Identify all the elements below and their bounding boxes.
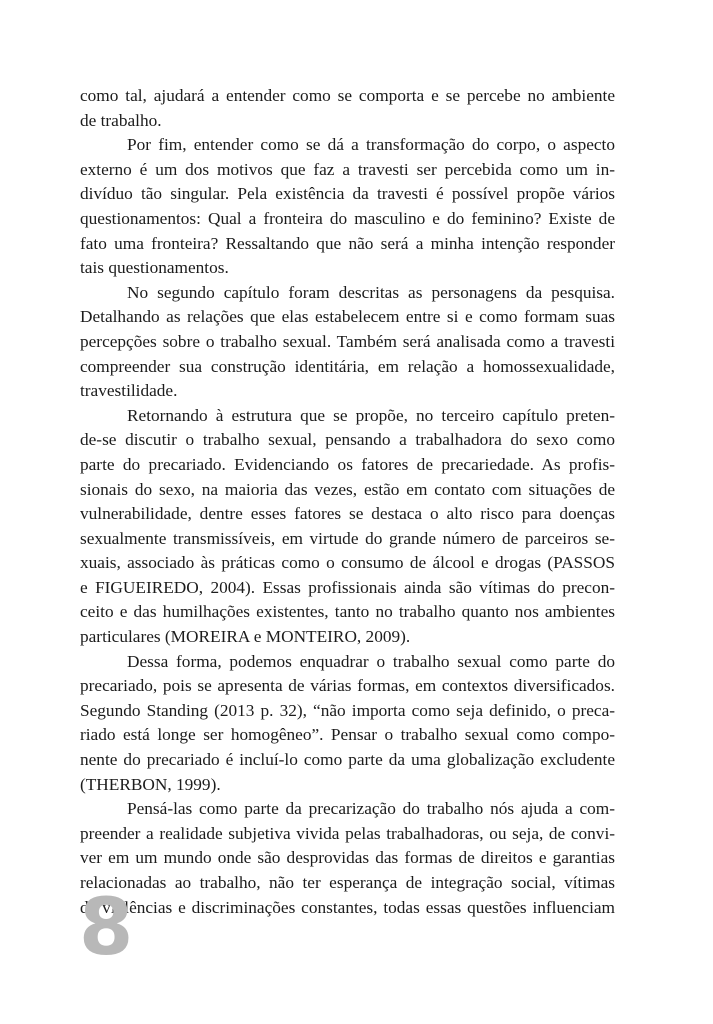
text-line: Dessa forma, podemos enquadrar o trabalho sexual como parte do (127, 651, 615, 671)
text-line: divíduo tão singular. Pela existência da travesti é possível propõe vários (80, 184, 615, 204)
text-line: percepções sobre o trabalho sexual. Também será analisada como a travesti (80, 331, 615, 351)
text-line: fato uma fronteira? Ressaltando que não será a minha intenção responder (80, 233, 615, 253)
text-line: No segundo capítulo foram descritas as personagens da pesquisa. (127, 282, 615, 302)
text-line: precariado, pois se apresenta de várias formas, em contextos diversificados. (80, 676, 615, 696)
text-line: compreender sua construção identitária, em relação a homossexualidade, (80, 356, 615, 376)
text-line: Segundo Standing (2013 p. 32), “não importa como seja definido, o preca- (80, 700, 615, 720)
text-line: nente do precariado é incluí-lo como parte da uma globalização excludente (80, 750, 615, 770)
text-line: sionais do sexo, na maioria das vezes, estão em contato com situações de (80, 479, 615, 499)
text-line: vulnerabilidade, dentre esses fatores se destaca o alto risco para doenças (80, 504, 615, 524)
text-line: Por fim, entender como se dá a transformação do corpo, o aspecto (127, 135, 615, 155)
text-line: tais questionamentos. (80, 258, 229, 278)
text-line: de trabalho. (80, 110, 162, 130)
text-line: (THERBON, 1999). (80, 774, 221, 794)
text-line: relacionadas ao trabalho, não ter esperança de integração social, vítimas (80, 873, 615, 892)
text-line: e FIGUEIREDO, 2004). Essas profissionais ainda são vítimas do precon- (80, 577, 615, 597)
text-line: como tal, ajudará a entender como se comporta e se percebe no ambiente (80, 86, 615, 105)
text-line: ceito e das humilhações existentes, tanto no trabalho quanto nos ambientes (80, 602, 615, 622)
text-line: preender a realidade subjetiva vivida pelas trabalhadoras, ou seja, de convi- (80, 823, 615, 843)
page-number: 8 (79, 883, 134, 973)
text-line: parte do precariado. Evidenciando os fatores de precariedade. As profis- (80, 454, 615, 474)
text-line: de-se discutir o trabalho sexual, pensando a trabalhadora do sexo como (80, 430, 615, 450)
text-line: particulares (MOREIRA e MONTEIRO, 2009). (80, 627, 411, 647)
text-line: ver em um mundo onde são desprovidas das formas de direitos e garantias (80, 848, 615, 868)
text-line: questionamentos: Qual a fronteira do masculino e do feminino? Existe de (80, 208, 615, 228)
text-line: sexualmente transmissíveis, em virtude do grande número de parceiros se- (80, 528, 615, 548)
text-line: de violências e discriminações constantes, todas essas questões influenciam (80, 897, 615, 917)
text-line: externo é um dos motivos que faz a travesti ser percebida como um in- (80, 159, 615, 179)
text-line: Pensá-las como parte da precarização do trabalho nós ajuda a com- (127, 799, 615, 819)
text-line: riado está longe ser homogêneo”. Pensar o trabalho sexual como compo- (80, 725, 615, 745)
body-text (80, 84, 615, 920)
text-line: Detalhando as relações que elas estabelecem entre si e como formam suas (80, 307, 615, 327)
text-line: Retornando à estrutura que se propõe, no terceiro capítulo preten- (127, 405, 615, 425)
text-line: travestilidade. (80, 381, 178, 401)
text-line: xuais, associado às práticas como o consumo de álcool e drogas (PASSOS (80, 553, 615, 573)
